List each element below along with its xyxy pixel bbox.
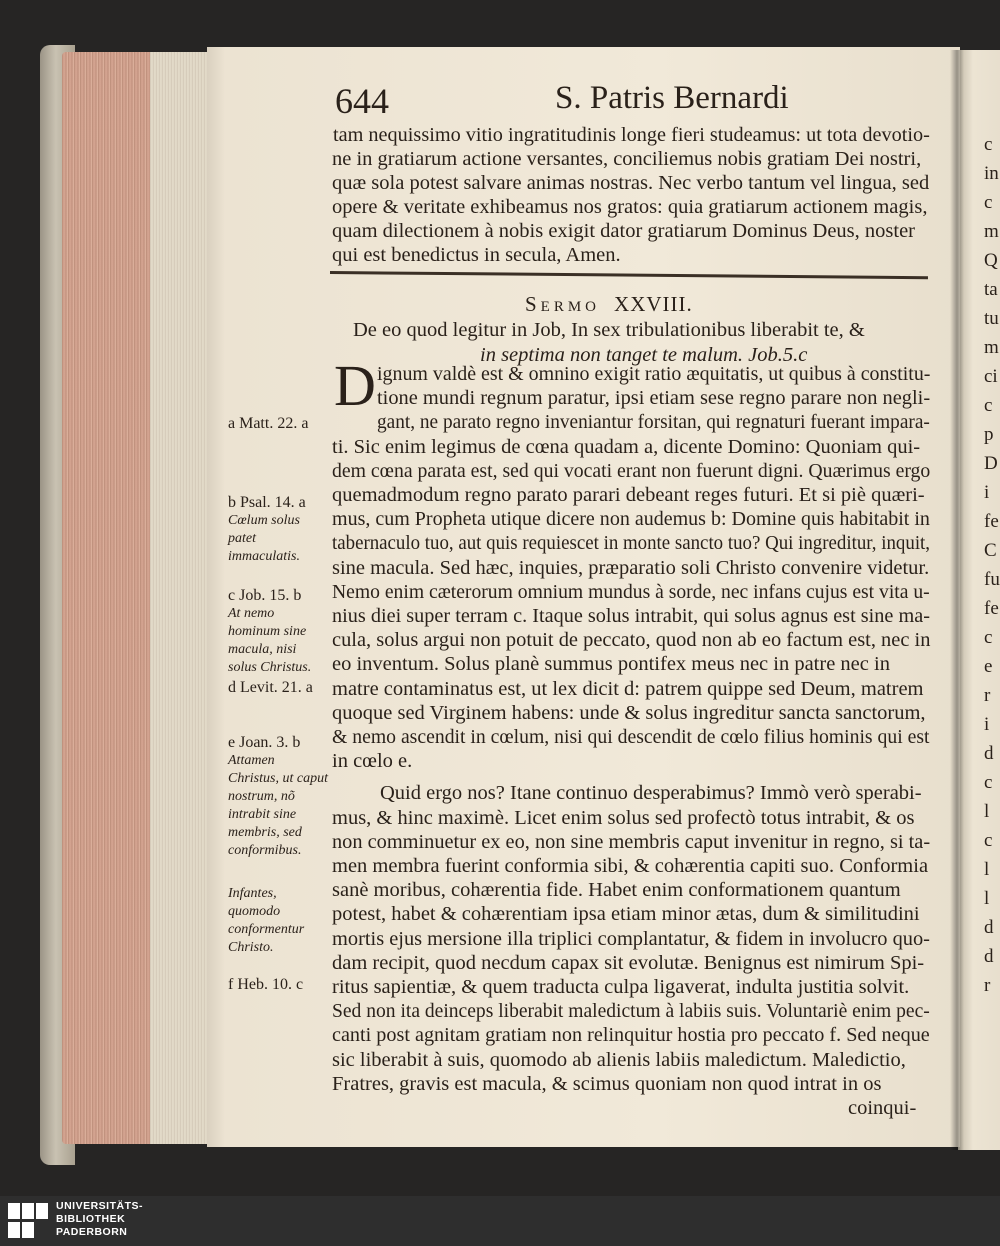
marginal-note	[228, 975, 328, 994]
body-line: sanè moribus, cohærentia fide. Habet enim conformationem quantum	[332, 879, 901, 902]
footer-bar	[0, 1196, 1000, 1246]
facing-page-fragment: r	[984, 685, 991, 706]
facing-page-fragment: m	[984, 221, 999, 242]
facing-page-fragment: p	[984, 424, 994, 445]
body-line: coinqui-	[848, 1097, 917, 1119]
sermon-number: XXVIII.	[614, 292, 693, 316]
body-line: & nemo ascendit in cœlum, nisi qui descendit de cœlo filius hominis qui est	[332, 726, 930, 748]
body-line: matre contaminatus est, ut lex dicit d: patrem quippe sed Deum, matrem	[332, 677, 924, 700]
marginal-reference: b Psal. 14. a	[228, 494, 306, 511]
facing-page-fragment: c	[984, 192, 993, 213]
body-line: sine macula. Sed hæc, inquies, præparatio soli Christo convenire videtur.	[332, 556, 930, 579]
preceding-line: quam dilectionem à nobis exigit dator gratiarum Dominus Deus, noster	[332, 220, 915, 242]
body-line: ignum valdè est & omnino exigit ratio æquitatis, ut quibus à constitu-	[377, 363, 931, 385]
marginal-note	[228, 586, 328, 677]
marginal-note	[228, 493, 328, 566]
marginal-gloss: Infantes, quomodo conformentur Christo.	[228, 886, 305, 955]
facing-page-fragment: c	[984, 627, 993, 648]
preceding-line: quæ sola potest salvare animas nostras. Nec verbo tantum vel lingua, sed	[332, 172, 930, 194]
facing-page-fragment: m	[984, 337, 999, 358]
body-line: Nemo enim cæterorum omnium mundus à sorde, nec infans cujus est vita u-	[332, 580, 930, 603]
facing-page-fragment: d	[984, 917, 994, 938]
body-line: eo inventum. Solus planè summus pontifex meus nec in patre nec in	[332, 653, 890, 676]
drop-cap: D	[334, 353, 376, 418]
library-logo-icon	[8, 1203, 50, 1239]
facing-page-fragment: i	[984, 482, 990, 503]
facing-page-fragment: C	[984, 540, 997, 561]
marginal-note	[228, 885, 328, 957]
marginal-note	[228, 733, 328, 860]
facing-page-fragment: in	[984, 163, 999, 184]
preceding-line: tam nequissimo vitio ingratitudinis longe fieri studeamus: ut tota devotio-	[333, 124, 930, 146]
body-line: Fratres, gravis est macula, & scimus quoniam non quod intrat in os	[332, 1072, 882, 1095]
library-logo-line2: BIBLIOTHEK	[56, 1213, 126, 1225]
facing-page-fragment: l	[984, 859, 990, 880]
sermon-title	[525, 292, 693, 317]
body-line: Sed non ita deinceps liberabit maledictum à labiis suis. Voluntariè enim pec-	[332, 1000, 930, 1023]
body-line: in cœlo e.	[332, 750, 413, 773]
library-logo-line1: UNIVERSITÄTS-	[56, 1200, 144, 1212]
body-line: non comminuetur ex eo, non sine membris caput invenitur in regno, si ta-	[332, 830, 931, 853]
body-line: dem cœna parata est, sed qui vocati erant non fuerunt digni. Quærimus ergo	[332, 459, 931, 482]
gutter-shadow	[950, 50, 964, 1150]
body-line: potest, habet & cohærentiam ipsa etiam minor ætas, dum & similitudini	[332, 903, 920, 926]
library-logo-line3: PADERBORN	[56, 1226, 128, 1238]
facing-page-fragment: l	[984, 801, 990, 822]
sermon-subtitle-2: in septima non tanget te malum. Job.5.c	[480, 344, 808, 366]
facing-page-fragment: Q	[984, 250, 998, 271]
preceding-line: opere & veritate exhibeamus nos gratos: quia gratiarum actionem magis,	[332, 196, 928, 218]
library-logo-text	[56, 1200, 143, 1239]
page-stack	[150, 52, 210, 1144]
facing-page-fragment: d	[984, 946, 994, 967]
facing-page-fragment: i	[984, 714, 990, 735]
marginal-note	[228, 678, 328, 697]
facing-page-fragment: tu	[984, 308, 999, 329]
facing-page-fragment: fe	[984, 511, 999, 532]
body-line: men membra fuerint conformia sibi, & cohærentia capiti suo. Conformia	[332, 855, 929, 877]
marginal-reference: f Heb. 10. c	[228, 976, 304, 993]
facing-page-fragment: c	[984, 830, 993, 851]
marginal-reference: e Joan. 3. b	[228, 734, 301, 751]
marginal-gloss: At nemo hominum sine macula, nisi solus Christus.	[228, 606, 312, 675]
facing-page-fragment: d	[984, 743, 994, 764]
page-number: 644	[335, 81, 389, 121]
marginal-gloss: Attamen Christus, ut caput nostrum, nõ intrabit sine membris, sed conformibus.	[228, 753, 328, 858]
body-line: nius diei super terram c. Itaque solus intrabit, qui solus agnus est sine ma-	[332, 605, 930, 627]
facing-page-fragment: D	[984, 453, 998, 474]
page-header	[335, 80, 960, 124]
marginal-note	[228, 414, 328, 433]
facing-page-fragment: c	[984, 134, 993, 155]
marginal-gloss: Cœlum solus patet immaculatis.	[228, 513, 300, 564]
facing-page-fragment: c	[984, 395, 993, 416]
marginal-reference: d Levit. 21. a	[228, 679, 313, 696]
marginal-reference: c Job. 15. b	[228, 587, 302, 604]
body-line: mus, cum Propheta utique dicere non audemus b: Domine quis habitabit in	[332, 508, 930, 531]
running-head: S. Patris Bernardi	[555, 80, 789, 116]
preceding-line: qui est benedictus in secula, Amen.	[332, 244, 621, 266]
facing-page-fragment: r	[984, 975, 991, 996]
sermon-subtitle-1: De eo quod legitur in Job, In sex tribulationibus liberabit te, &	[353, 319, 865, 341]
marginal-reference: a Matt. 22. a	[228, 415, 309, 432]
facing-page-fragment: ci	[984, 366, 998, 387]
facing-page-fragment: ta	[984, 279, 998, 300]
facing-page-fragment: fe	[984, 598, 999, 619]
body-line: tabernaculo tuo, aut quis requiescet in monte sancto tuo? Qui ingreditur, inquit,	[332, 532, 931, 555]
body-line: cula, solus argui non potuit de peccato, quod non ab eo factum est, nec in	[332, 629, 931, 652]
facing-page-fragment: e	[984, 656, 993, 677]
preceding-line: ne in gratiarum actione versantes, conciliemus nobis gratiam Dei nostri,	[332, 148, 922, 170]
body-line: gant, ne parato regno inveniantur forsitan, qui regnaturi fuerant impara-	[377, 411, 930, 434]
body-line: canti post agnitam gratiam non relinquitur hostia pro peccato f. Sed neque	[332, 1024, 930, 1047]
body-line: sic liberabit à suis, quomodo ab alienis labiis maledictum. Maledictio,	[332, 1048, 906, 1071]
body-line: mus, & hinc maximè. Licet enim solus sed profectò totus intrabit, & os	[332, 806, 915, 829]
body-line: dam recipit, quod necdum capax sit evolutæ. Benignus est nimirum Spi-	[332, 951, 925, 974]
body-line: mortis ejus mersione illa triplici complantatur, & fidem in involucro quo-	[332, 927, 930, 950]
facing-page-fragment: c	[984, 772, 993, 793]
sermon-label: Sermo	[525, 292, 601, 316]
body-line: quemadmodum regno parato parari debeant reges futuri. Et si piè quæri-	[332, 484, 925, 506]
facing-page-fragment: fu	[984, 569, 1000, 590]
body-line: ti. Sic enim legimus de cœna quadam a, dicente Domino: Quoniam qui-	[332, 435, 921, 458]
body-line: quoque sed Virginem habens: unde & solus ingreditur sancta sanctorum,	[332, 701, 926, 724]
facing-page-fragment: l	[984, 888, 990, 909]
body-line: ritus sapientiæ, & quem traducta culpa ligaverat, indulta justitia solvit.	[332, 976, 910, 998]
body-line: Quid ergo nos? Itane continuo desperabimus? Immò verò sperabi-	[380, 782, 922, 805]
body-line: tione mundi regnum paratur, ipsi etiam sese regno parare non negli-	[377, 387, 931, 410]
